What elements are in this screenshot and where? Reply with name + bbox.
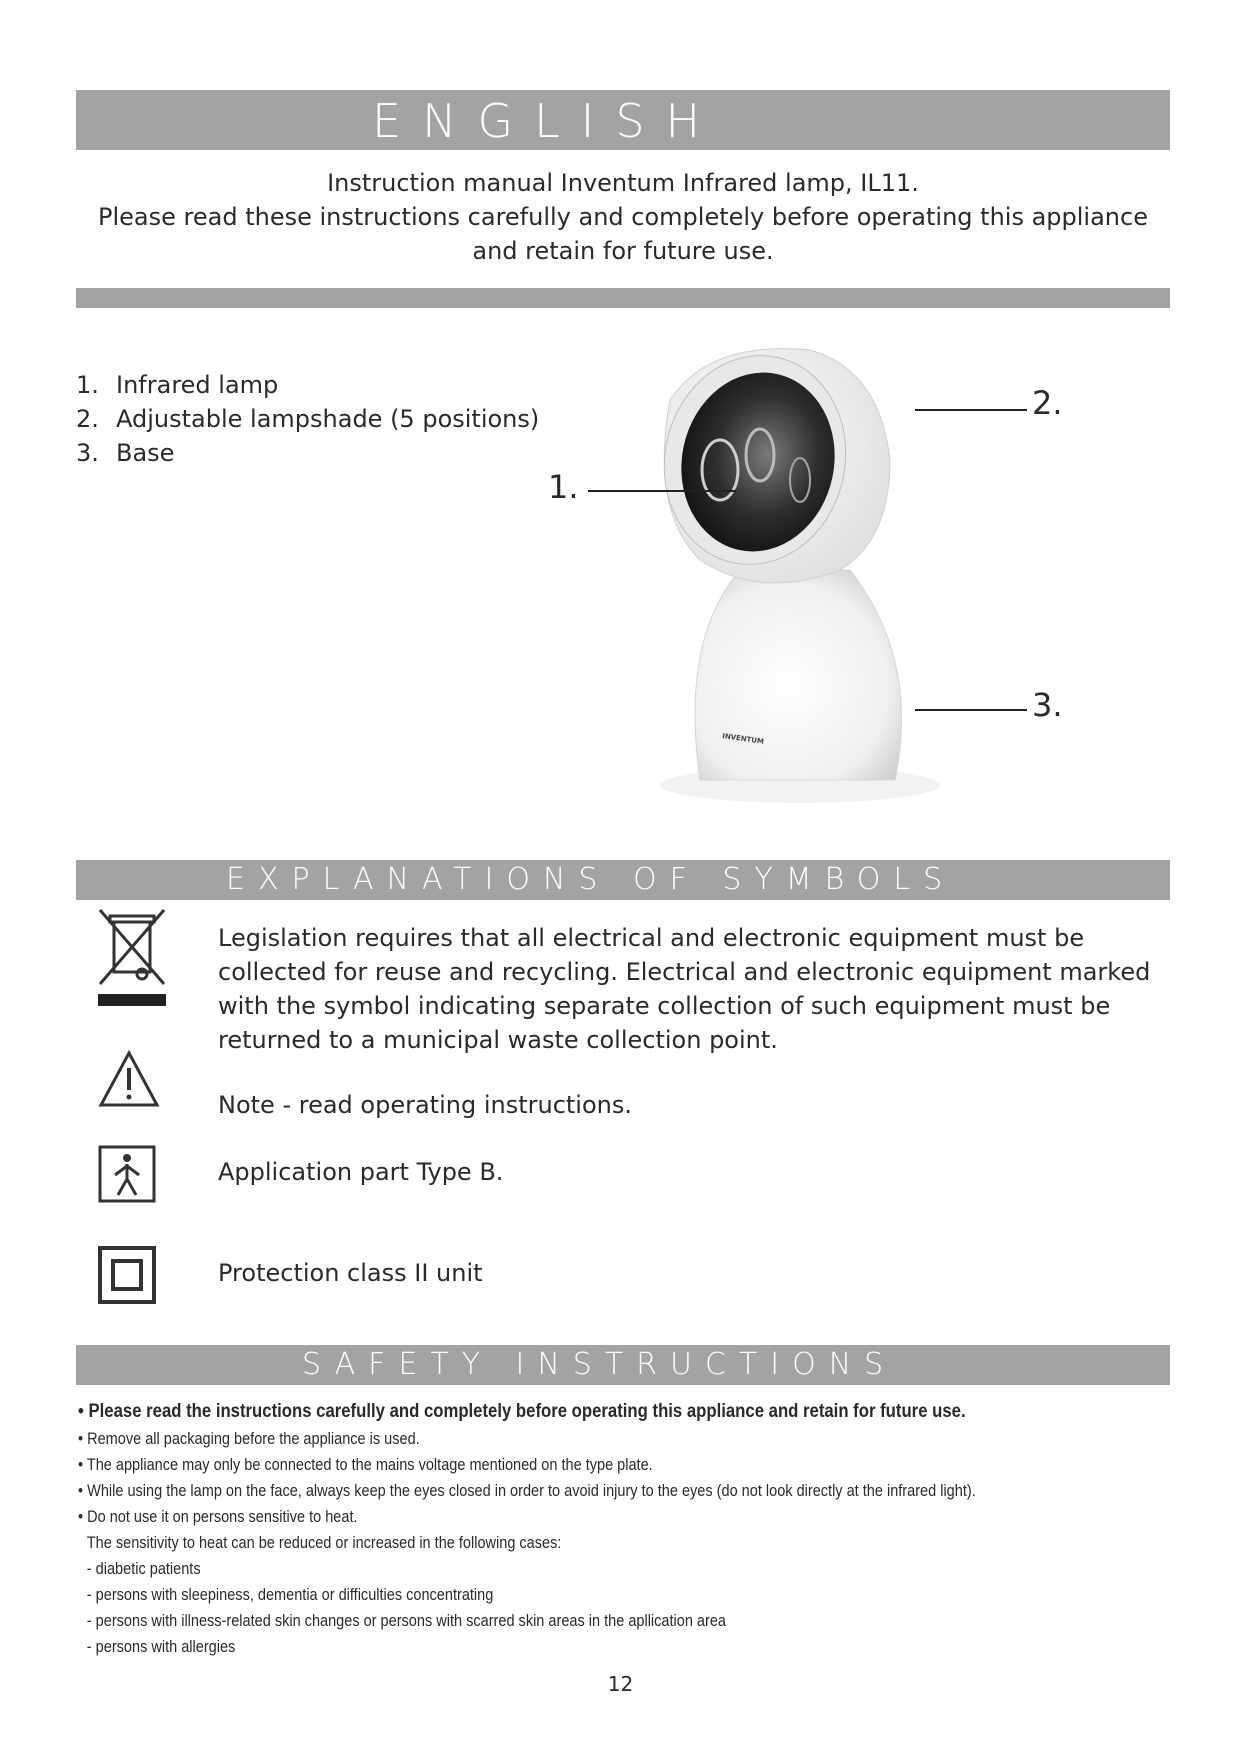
intro-line: and retain for future use. [472,237,774,265]
section-title: EXPLANATIONS OF SYMBOLS [226,862,956,897]
symbol-description-weee: Legislation requires that all electrical and electronic equipment must be collected for reuse and recycling. Electrical and electronic equipment marked with the symbol indicating separate collection of such equipment must be returned to a municipal waste collection point. [218,924,1151,1054]
list-item: • Do not use it on persons sensitive to heat. [78,1508,358,1526]
callout-line-2 [915,409,1027,411]
type-b-person-icon [98,1145,156,1203]
safety-instructions-list [78,1398,1178,1660]
list-item: 3. Base [76,439,175,467]
list-item: • Please read the instructions carefully and completely before operating this appliance and retain for future use. [78,1401,966,1422]
list-item: 1. Infrared lamp [76,371,279,399]
callout-line-3 [915,709,1027,711]
list-item: - persons with sleepiness, dementia or difficulties concentrating [86,1586,494,1604]
infrared-lamp-illustration [640,340,960,810]
list-item: • Remove all packaging before the appliance is used. [78,1430,420,1448]
intro-text [76,166,1170,268]
section-header-english [76,90,1170,150]
intro-line: Instruction manual Inventum Infrared lamp, IL11. [327,169,919,197]
list-item: - persons with allergies [86,1638,236,1656]
protection-class-2-icon [98,1246,156,1304]
list-item: • The appliance may only be connected to the mains voltage mentioned on the type plate. [78,1456,653,1474]
section-title: ENGLISH [372,94,722,148]
section-header-safety [76,1345,1170,1385]
brand-logo: INVENTUM [721,732,765,746]
section-divider [76,288,1170,308]
page-number: 12 [607,1672,634,1696]
list-item: - persons with illness-related skin changes or persons with scarred skin areas in the apllication area [86,1612,726,1630]
symbol-description-class-2: Protection class II unit [218,1259,483,1287]
symbol-description-warning: Note - read operating instructions. [218,1091,632,1119]
section-title: SAFETY INSTRUCTIONS [302,1347,897,1382]
callout-label-1: 1. [548,468,579,506]
intro-line: Please read these instructions carefully and completely before operating this appliance [98,203,1148,231]
list-item: • While using the lamp on the face, always keep the eyes closed in order to avoid injury to the eyes (do not look directly at the infrared light). [78,1482,976,1500]
weee-crossed-bin-icon [98,908,168,1008]
parts-list [76,368,539,470]
list-item: The sensitivity to heat can be reduced or increased in the following cases: [86,1534,562,1552]
symbol-description-type-b: Application part Type B. [218,1158,504,1186]
list-item: 2. Adjustable lampshade (5 positions) [76,405,540,433]
callout-label-3: 3. [1032,686,1063,724]
callout-label-2: 2. [1032,384,1063,422]
section-header-symbols [76,860,1170,900]
warning-triangle-icon [98,1050,160,1108]
list-item: - diabetic patients [86,1560,201,1578]
callout-line-1 [588,490,736,492]
